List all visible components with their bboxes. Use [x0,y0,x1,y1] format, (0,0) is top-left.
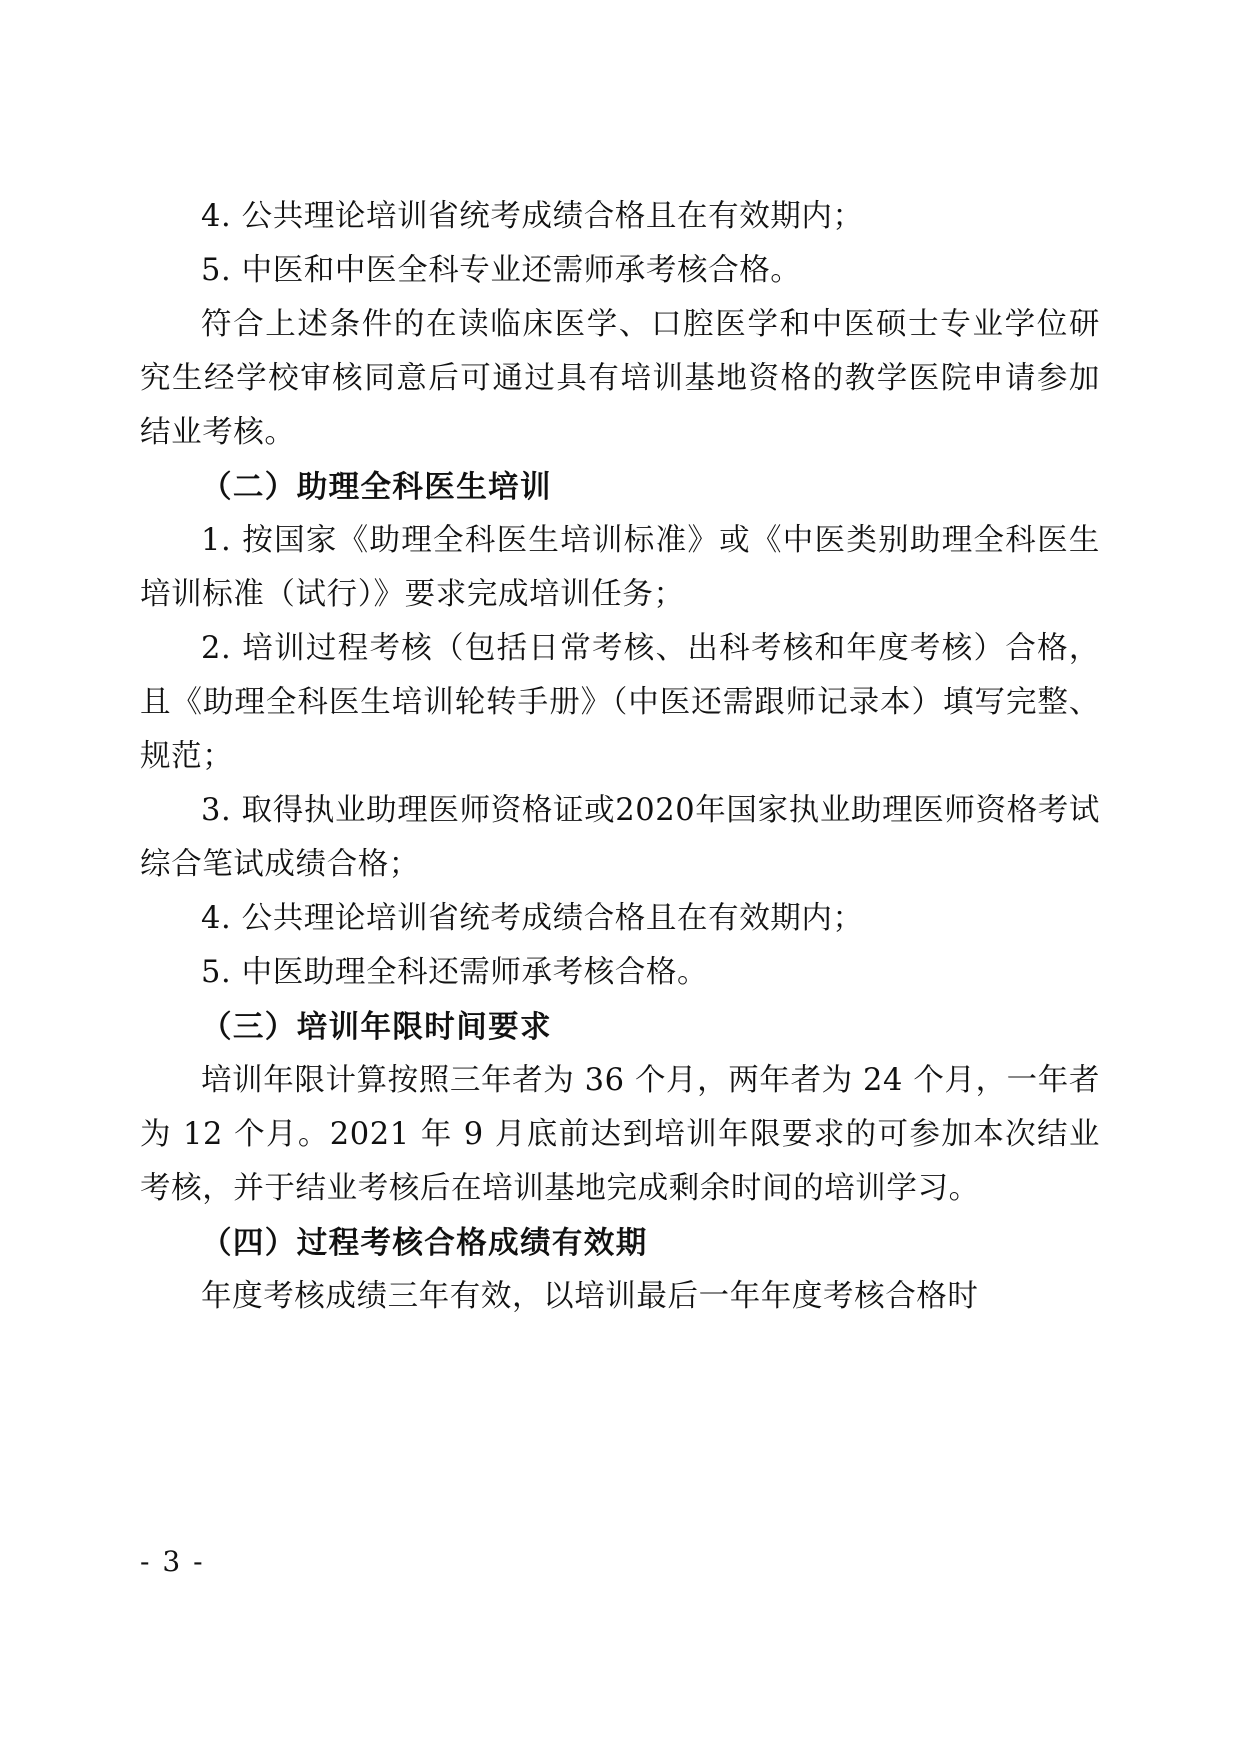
paragraph: 培训年限计算按照三年者为 36 个月，两年者为 24 个月，一年者为 12 个月。2021 年 9 月底前达到培训年限要求的可参加本次结业考核，并于结业考核后在培训基地完成剩余时间的培训学习。 [140,1063,1100,1206]
paragraph: 4. 公共理论培训省统考成绩合格且在有效期内； [201,901,864,936]
paragraph: 4. 公共理论培训省统考成绩合格且在有效期内； [201,199,864,234]
section-heading: （二）助理全科医生培训 [201,469,552,505]
paragraph: 1. 按国家《助理全科医生培训标准》或《中医类别助理全科医生培训标准（试行）》要求完成培训任务； [140,523,1100,612]
page-number: - 3 - [140,1545,205,1578]
section-heading: （四）过程考核合格成绩有效期 [201,1225,648,1261]
paragraph: 年度考核成绩三年有效，以培训最后一年年度考核合格时 [201,1279,979,1314]
paragraph: 符合上述条件的在读临床医学、口腔医学和中医硕士专业学位研究生经学校审核同意后可通过具有培训基地资格的教学医院申请参加结业考核。 [140,307,1100,450]
paragraph: 5. 中医助理全科还需师承考核合格。 [201,955,709,990]
paragraph: 3. 取得执业助理医师资格证或2020年国家执业助理医师资格考试综合笔试成绩合格； [140,793,1100,882]
paragraph: 5. 中医和中医全科专业还需师承考核合格。 [201,253,802,288]
document-body [140,190,1100,1324]
paragraph: 2. 培训过程考核（包括日常考核、出科考核和年度考核）合格，且《助理全科医生培训轮转手册》（中医还需跟师记录本）填写完整、规范； [140,631,1100,774]
section-heading: （三）培训年限时间要求 [201,1009,552,1045]
